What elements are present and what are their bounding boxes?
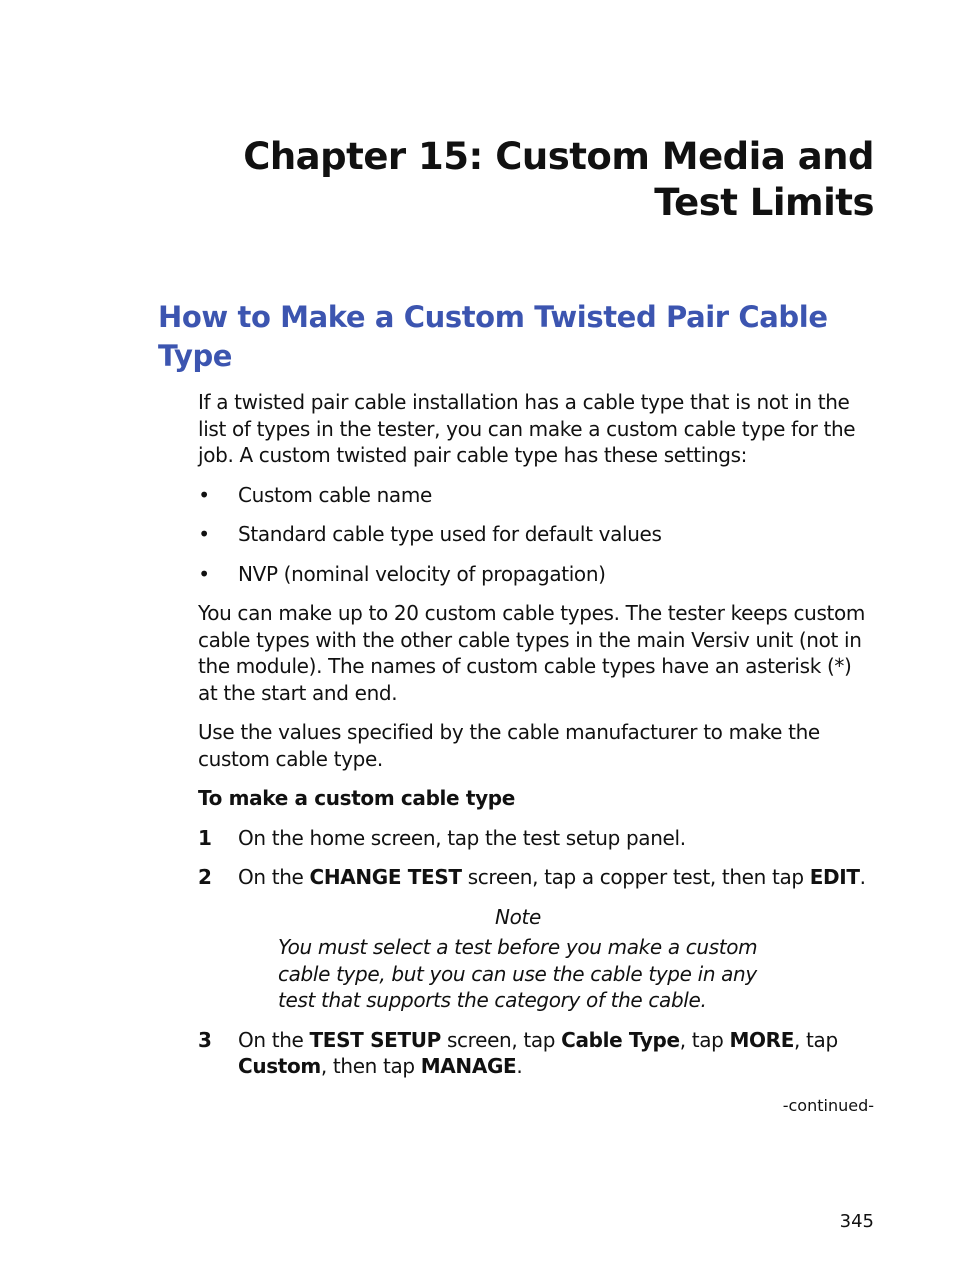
procedure-heading: To make a custom cable type	[198, 786, 515, 810]
note-label: Note	[495, 904, 541, 929]
note-block	[278, 904, 798, 1014]
procedure-step	[198, 1027, 870, 1080]
procedure-step	[198, 825, 870, 852]
bullet-icon: •	[198, 482, 210, 507]
bullet-icon: •	[198, 522, 210, 546]
step-text: On the CHANGE TEST screen, tap a copper test, then tap EDIT.	[238, 865, 866, 889]
section-title: How to Make a Custom Twisted Pair Cable Type	[158, 300, 828, 373]
procedure-step	[198, 864, 870, 891]
custom-types-paragraph: You can make up to 20 custom cable types. The tester keeps custom cable types with the other cable types in the main Versiv unit (not in the module). The names of custom cable types have an asterisk (*) at the start and end.	[198, 601, 866, 705]
list-item	[198, 521, 870, 548]
list-item-text: Custom cable name	[238, 482, 432, 507]
list-item	[198, 561, 870, 588]
manufacturer-values-paragraph: Use the values specified by the cable manufacturer to make the custom cable type.	[198, 720, 820, 771]
step-number: 1	[198, 825, 212, 850]
step-number: 3	[198, 1027, 212, 1052]
note-text: You must select a test before you make a custom cable type, but you can use the cable type in any test that supports the category of the cable.	[278, 935, 758, 1012]
intro-paragraph: If a twisted pair cable installation has a cable type that is not in the list of types in the tester, you can make a custom cable type for the job. A custom twisted pair cable type has these settings:	[198, 390, 856, 467]
settings-list	[198, 482, 870, 588]
bullet-icon: •	[198, 561, 210, 586]
chapter-title: Chapter 15: Custom Media and Test Limits	[243, 135, 874, 224]
step-text: On the TEST SETUP screen, tap Cable Type, tap MORE, tap Custom, then tap MANAGE.	[238, 1027, 838, 1078]
list-item-text: NVP (nominal velocity of propagation)	[238, 561, 606, 586]
step-number: 2	[198, 865, 212, 889]
list-item	[198, 482, 870, 509]
body-content	[198, 389, 870, 1093]
page-number: 345	[839, 1211, 874, 1232]
continued-marker: -continued-	[782, 1096, 874, 1115]
step-text: On the home screen, tap the test setup panel.	[238, 825, 686, 850]
list-item-text: Standard cable type used for default values	[238, 522, 662, 546]
